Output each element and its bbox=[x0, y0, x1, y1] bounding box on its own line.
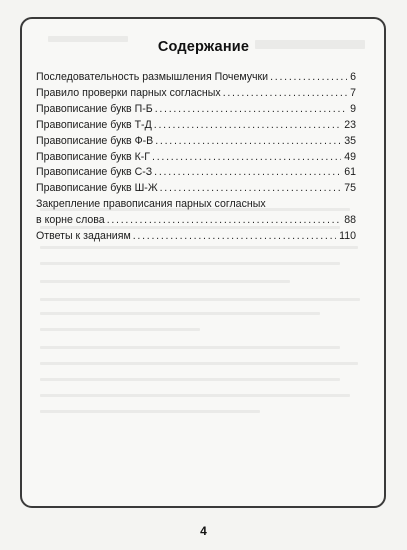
page-title: Содержание bbox=[157, 39, 250, 55]
toc-entry bbox=[36, 165, 356, 181]
toc-entry-page: 61 bbox=[344, 166, 356, 179]
toc-entry-page: 49 bbox=[344, 150, 356, 163]
toc-entry bbox=[36, 70, 356, 86]
toc-entry-page: 35 bbox=[344, 134, 356, 147]
toc-entry-label: Правописание букв Ш-Ж bbox=[36, 182, 158, 195]
dot-leader bbox=[223, 86, 347, 102]
dot-leader bbox=[155, 134, 341, 150]
toc-entry-page: 110 bbox=[339, 230, 356, 243]
toc-entry bbox=[36, 118, 356, 134]
toc-entry-label: Правописание букв Ф-В bbox=[36, 134, 154, 147]
toc-entry-label: Ответы к заданиям bbox=[36, 230, 131, 243]
dot-leader bbox=[107, 213, 342, 229]
dot-leader bbox=[270, 70, 347, 86]
toc-entry-label: Правописание букв Т-Д bbox=[36, 118, 152, 131]
toc-entry-label: Правописание букв П-Б bbox=[36, 102, 153, 115]
dot-leader bbox=[154, 118, 341, 134]
dot-leader bbox=[152, 150, 341, 166]
dot-leader bbox=[133, 229, 336, 245]
toc-entry-label: Правописание букв С-З bbox=[36, 166, 153, 179]
toc-entry-label: Правописание букв К-Г bbox=[36, 150, 151, 163]
dot-leader bbox=[155, 102, 347, 118]
toc-entry bbox=[36, 86, 356, 102]
table-of-contents bbox=[36, 70, 356, 245]
toc-entry-label: Последовательность размышления Почемучки bbox=[36, 71, 269, 83]
toc-entry-page: 9 bbox=[350, 102, 356, 115]
toc-entry-label: Правило проверки парных согласных bbox=[36, 86, 221, 99]
toc-entry bbox=[36, 229, 356, 245]
toc-entry-page: 88 bbox=[344, 214, 356, 227]
toc-entry-page: 23 bbox=[344, 118, 356, 131]
dot-leader bbox=[154, 165, 341, 181]
toc-entry bbox=[36, 181, 356, 197]
toc-entry bbox=[36, 102, 356, 118]
toc-entry-page: 6 bbox=[350, 71, 356, 83]
toc-entry bbox=[36, 213, 356, 229]
toc-entry-label: в корне слова bbox=[36, 214, 105, 227]
toc-entry-label-line1: Закрепление правописания парных согласных bbox=[36, 198, 266, 211]
dot-leader bbox=[160, 181, 342, 197]
toc-entry-page: 75 bbox=[344, 182, 356, 195]
toc-entry bbox=[36, 134, 356, 150]
page-number: 4 bbox=[200, 524, 207, 538]
toc-entry bbox=[36, 150, 356, 166]
toc-entry-page: 7 bbox=[350, 86, 356, 99]
